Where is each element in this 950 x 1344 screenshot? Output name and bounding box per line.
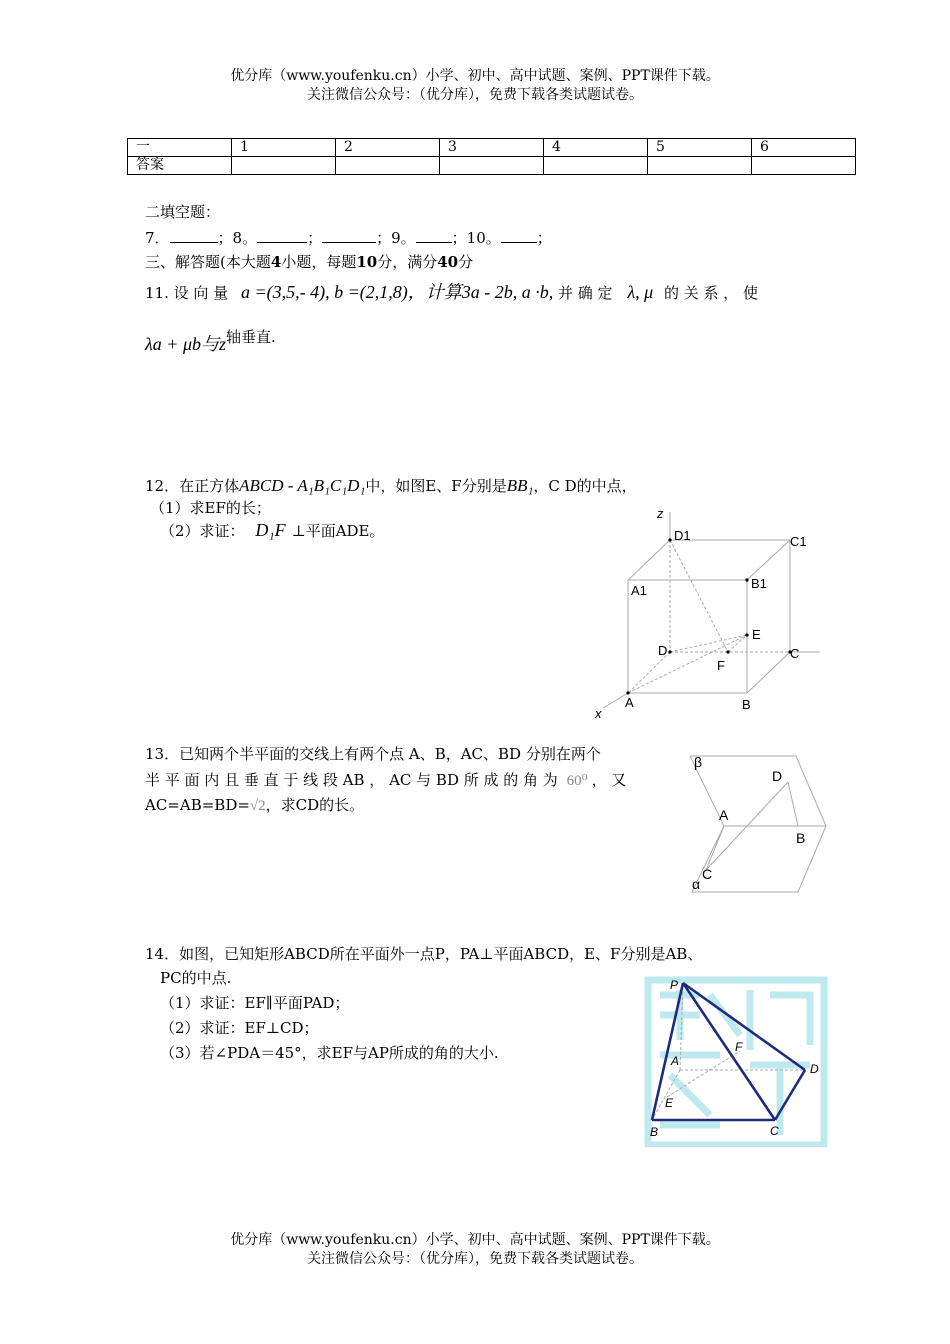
label-b1: B1 — [751, 576, 767, 591]
label-p: P — [670, 978, 679, 992]
label-c: C — [702, 866, 713, 882]
fill-blanks-line — [145, 228, 552, 248]
answer-table-answer-row — [128, 157, 856, 175]
q14-part-1: （1）求证：EF∥平面PAD； — [160, 994, 350, 1012]
label-d: D — [810, 1062, 819, 1076]
separator: ； — [307, 229, 323, 247]
label-alpha: α — [692, 876, 701, 892]
q11-tail-2: 轴垂直. — [225, 328, 276, 346]
segment-bd — [788, 782, 798, 826]
point-f — [726, 650, 729, 653]
q11-combination-formula: λa + μb与z — [145, 334, 226, 354]
answer-blank[interactable] — [257, 228, 307, 243]
pyramid-figure — [640, 975, 830, 1147]
part3-text: 分，满分 — [377, 253, 438, 271]
edge-c1b1 — [747, 540, 790, 580]
answer-table-header-row — [128, 139, 856, 157]
segment-ae — [628, 635, 747, 693]
segment-fe — [728, 635, 747, 652]
q12-mid: 中，如图E、F分别是 — [365, 477, 507, 495]
part3-prefix: 三、解答题( — [145, 253, 226, 271]
part3-text: 分 — [458, 253, 474, 271]
point-d1 — [668, 538, 671, 541]
q12-tail: ，C D的中点， — [533, 477, 637, 495]
q12-lead: 12．在正方体 — [145, 477, 240, 495]
table-cell: 3 — [440, 139, 544, 157]
q12-edge: BB₁ — [506, 476, 534, 495]
point-e — [745, 633, 748, 636]
q12-segment: D₁F — [255, 520, 286, 540]
q11-lead: 11. 设 向 量 — [145, 284, 229, 302]
fill-label-8: ；8。 — [217, 229, 258, 247]
table-cell: 2 — [336, 139, 440, 157]
q14-line-2: PC的中点. — [160, 969, 232, 987]
label-z: z — [657, 506, 664, 521]
fill-label-7: 7． — [145, 229, 170, 247]
edge-da — [628, 652, 670, 693]
q13-line-2-text: 半 平 面 内 且 垂 直 于 线 段 AB ， AC 与 BD 所 成 的 角 为 — [145, 771, 558, 789]
header-line-2: 关注微信公众号：（优分库），免费下载各类试题试卷。 — [307, 87, 643, 103]
q12-part-2 — [160, 520, 385, 541]
table-cell — [648, 157, 752, 175]
part3-title — [145, 252, 473, 272]
fill-label-9: ；9。 — [376, 229, 416, 247]
label-d1: D1 — [674, 528, 691, 543]
label-c: C — [770, 1124, 779, 1138]
label-e: E — [752, 627, 761, 642]
table-cell — [232, 157, 336, 175]
q14-part-2: （2）求证：EF⊥CD； — [160, 1019, 319, 1037]
q13-line-2-tail: ， 又 — [591, 771, 627, 789]
separator: ； — [536, 229, 552, 247]
label-a1: A1 — [631, 583, 647, 598]
q13-line-3-tail: ，求CD的长。 — [265, 796, 365, 814]
segment-de — [670, 635, 747, 652]
answer-blank[interactable] — [322, 228, 376, 243]
label-x: x — [595, 706, 602, 721]
label-c: C — [790, 646, 800, 661]
q13-line-1: 13．已知两个半平面的交线上有两个点 A、B，AC、BD 分别在两个 — [145, 745, 601, 763]
q11-vectors-formula: a =(3,5,- 4), b =(2,1,8)，计算3a - 2b, a ·b, — [240, 282, 554, 302]
table-cell: 1 — [232, 139, 336, 157]
label-b: B — [796, 830, 806, 846]
q14-part-3: （3）若∠PDA＝45°，求EF与AP所成的角的大小. — [160, 1044, 499, 1062]
label-b: B — [742, 697, 751, 712]
part3-total: 40 — [437, 253, 459, 271]
answer-blank[interactable] — [170, 228, 218, 243]
point-b1 — [745, 578, 748, 581]
fill-title: 二填空题： — [145, 203, 221, 221]
label-d: D — [658, 643, 668, 658]
table-cell — [752, 157, 856, 175]
answer-blank[interactable] — [416, 228, 452, 243]
q11-lambda-mu: λ, μ — [627, 282, 654, 302]
table-cell: 4 — [544, 139, 648, 157]
dihedral-figure — [688, 750, 828, 895]
q11-line-1 — [145, 282, 805, 303]
table-cell: 答案 — [128, 157, 232, 175]
q13-line-3 — [145, 795, 364, 816]
part3-points: 10 — [356, 253, 378, 271]
label-a: A — [719, 807, 729, 823]
q12-line-1 — [145, 476, 637, 496]
table-cell — [440, 157, 544, 175]
q12-part-2-tail: ⊥平面ADE。 — [291, 522, 385, 540]
label-a: A — [671, 1054, 680, 1068]
q13-root: √2 — [249, 798, 266, 814]
q13-line-2 — [145, 770, 626, 791]
q11-tail: 的 关 系 ， 使 — [663, 284, 759, 302]
q12-part-1: （1）求EF的长； — [150, 499, 271, 517]
q13-line-3-text: AC=AB=BD= — [145, 796, 250, 814]
label-f: F — [735, 1040, 743, 1054]
point-d — [668, 650, 671, 653]
header-line-1: 优分库（www.youfenku.cn）小学、初中、高中试题、案例、PPT课件下载。 — [230, 68, 720, 84]
label-e: E — [665, 1096, 674, 1110]
edge-bc — [747, 652, 790, 693]
fill-label-10: ；10。 — [451, 229, 501, 247]
label-c1: C1 — [790, 534, 807, 549]
segment-ac — [706, 826, 724, 870]
part3-text: 小题，每题 — [281, 253, 357, 271]
q11-line-2 — [145, 328, 276, 355]
q11-mid: 并 确 定 — [558, 284, 613, 302]
q14-line-1: 14．如图，已知矩形ABCD所在平面外一点P，PA⊥平面ABCD，E、F分别是AB、 — [145, 945, 703, 963]
table-cell — [544, 157, 648, 175]
label-a: A — [625, 695, 634, 710]
label-b: B — [650, 1125, 659, 1139]
cube-figure — [585, 500, 830, 725]
answer-blank[interactable] — [501, 228, 537, 243]
answer-table — [127, 138, 856, 175]
footer-line-1: 优分库（www.youfenku.cn）小学、初中、高中试题、案例、PPT课件下载。 — [230, 1232, 720, 1248]
edge-d1a1 — [628, 540, 670, 580]
table-cell: 5 — [648, 139, 752, 157]
part3-text: 本大题 — [225, 253, 271, 271]
q12-part-2-lead: （2）求证： — [160, 522, 245, 540]
footer-line-2: 关注微信公众号：（优分库），免费下载各类试题试卷。 — [307, 1251, 643, 1267]
segment-d1f — [670, 540, 728, 652]
label-beta: β — [694, 754, 703, 770]
table-cell — [336, 157, 440, 175]
q12-cube-name: ABCD - A₁B₁C₁D₁ — [239, 476, 366, 495]
table-cell: 一 — [128, 139, 232, 157]
label-d: D — [772, 768, 783, 784]
q13-angle: 60⁰ — [566, 773, 588, 789]
part3-count: 4 — [270, 253, 282, 271]
table-cell: 6 — [752, 139, 856, 157]
label-f: F — [717, 658, 725, 673]
